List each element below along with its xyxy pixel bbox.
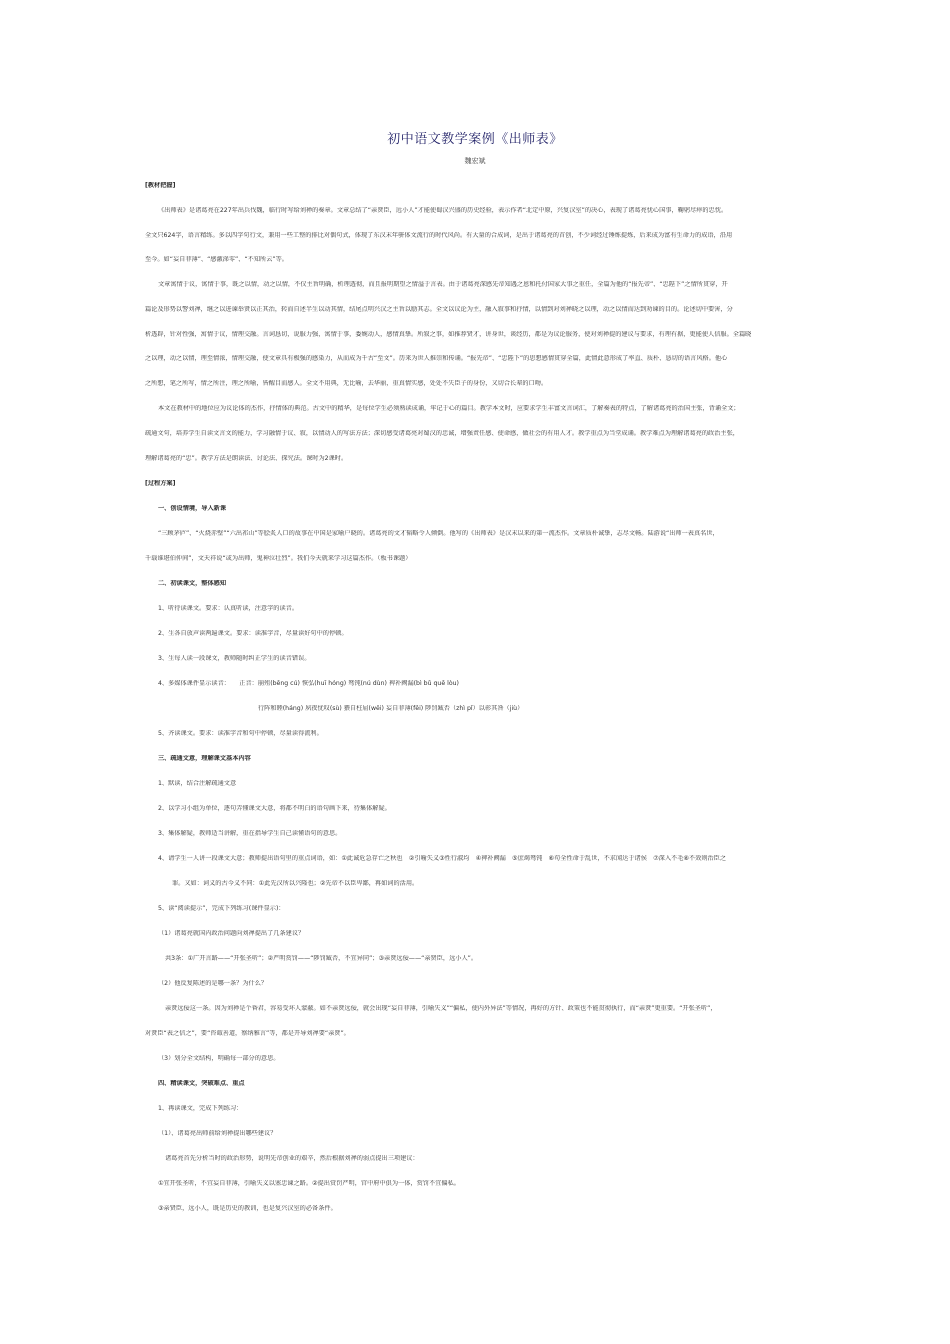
paragraph-line: 《出师表》是诸葛亮在227年出兵伐魏，临行时写给刘禅的奏章。文章总结了“亲贤臣，远小人”才能使蜀汉兴盛的历史经验，表示作者“北定中原，兴复汉室”的决心，表现了诸葛亮忧心国事，鞠躬尽瘁的忠忱。 <box>158 207 728 214</box>
list-item: 行阵和睦(háng) 夙夜忧叹(sù) 猥自枉屈(wěi) 妄自菲薄(fěi) 陟罚臧否（zhì pǐ）以彰其咎（jiù） <box>258 705 524 712</box>
question-line: （3）划分全文结构，明确每一部分的意思。 <box>158 1055 280 1062</box>
step-heading: 四、精读课文，突破难点、重点 <box>158 1080 245 1087</box>
author-name: 魏宏斌 <box>464 157 486 165</box>
answer-line: 共3条：①广开言路——“开张圣听”；②严明赏罚——“陟罚臧否，不宜异同”；③亲贤远佞——“亲贤臣，远小人”。 <box>165 955 478 962</box>
step-heading: 一、创设情境，导入新课 <box>158 505 227 512</box>
list-item: 2、生各自放声读两遍课文。要求：读准字音，尽量读好句中的停顿。 <box>158 630 348 637</box>
paragraph-line: 疏通文句，培养学生自读文言文的能力，学习融情于议、叙，以情动人的写法方法；深切感受诸葛亮对蜀汉的忠诚，增强责任感、使命感，做社会的有用人才。教学重点为当堂成诵。教学难点为理解诸葛亮的政治主张， <box>145 430 739 437</box>
list-item: 5、读“阅读提示”，完成下列练习(课件显示)： <box>158 905 285 912</box>
step-heading: 三、疏通文意，理解课文基本内容 <box>158 755 251 762</box>
paragraph-line: 之所想，笔之所写，情之所注，理之所喻，皆醒目而感人。全文不用典，无比喻，去华丽，重真情实感，处处不失臣子的身份，又切合长辈的口吻。 <box>145 380 548 387</box>
list-item: 2、以学习小组为单位，逐句弄懂课文大意，将都不明白的语句画下来，待集体解疑。 <box>158 805 391 812</box>
step-heading: 二、初读课文，整体感知 <box>158 580 227 587</box>
question-line: （1）诸葛亮就国内政治问题向刘禅提出了几条建议？ <box>158 930 305 937</box>
list-item: 3、生每人读一段课文，教师随时纠正学生的读音错误。 <box>158 655 311 662</box>
paragraph-line: 至今。如“妄自菲薄”、“感激涕零”、“不知所云”等。 <box>145 256 288 263</box>
answer-line: 诸葛亮首先分析当时的政治形势，说明先帝创业的艰辛，然后根据刘禅的弱点提出三项建议： <box>165 1155 419 1162</box>
list-item: 3、集体解疑，教师适当讲解，重在指导学生自己读懂语句的意思。 <box>158 830 342 837</box>
paragraph-line: 篇论及形势以警刘禅，继之以进谏举贤以正其治，转而自述半生以动其情，结尾点明兴汉之主旨以励其志。全文以议论为主，融入叙事和抒情，以情到对刘禅晓之以理，动之以情而达到劝谏的目的。论述切中要害，分 <box>145 306 733 313</box>
answer-line: ①宜开张圣听，不宜妄自菲薄，引喻失义以塞忠谏之路。②提出赏罚严明，宫中府中俱为一体，赏罚不宜偏私。 <box>158 1180 460 1187</box>
answer-line: 亲贤远佞这一条。因为刘禅是个昏君，容易受坏人蒙蔽。如不亲贤远佞，就会出现“妄自菲薄，引喻失义”“偏私，使内外异法”等情况，再好的方针、政策也不能贯彻执行，而“亲贤”更重要。“开张圣听”， <box>165 1005 717 1012</box>
list-item: 5、齐读课文。要求：读准字音和句中停顿，尽量读得流利。 <box>158 730 323 737</box>
paragraph-line: 文章寓情于议，寓情于事，既之以情，动之以情，不仅主旨明确，析理透彻，而且报明期望之情溢于言表。由于诸葛亮深感先帝知遇之恩和托付国家大事之重任，全篇为他的“报先帝”、“忠陛下”之情所贯穿，开 <box>158 281 728 288</box>
paragraph-line: “三顾茅庐”、“火烧赤壁”“六出祁山”等脍炙人口的故事在中国是家喻户晓的。诸葛亮的文才韬略令人倾倒。他写的《出师表》是汉末以来的第一流杰作。文章质朴诚挚，志尽文畅。陆游说“出师一表真名世， <box>158 530 719 537</box>
list-item: 1、默读，结合注解疏通文意 <box>158 780 237 787</box>
question-line: （2）他反复陈述的是哪一条？为什么？ <box>158 980 268 987</box>
paragraph-line: 本文在教材中的地位应为议论体的杰作，抒情体的典范。古文中的精华，是每位学生必须熟读成诵，牢记于心的篇目。教学本文时，应要求学生丰富文言词汇，了解奏表的特点，了解诸葛亮的治国主张，背诵全文； <box>158 405 740 412</box>
section-heading: [过程方案] <box>145 480 176 487</box>
paragraph-line: 之以理，动之以情，理至情浓，情理交融，使文章具有极强的感染力，从而成为千古“至文”。历来为世人推崇和传诵。“报先帝”、“忠陛下”的思想感情贯穿全篇，此情此意形成了率直、质朴、恳切的语言风格。他心 <box>145 355 728 362</box>
question-line: （1）、诸葛亮出师前给刘禅提出哪些建议？ <box>158 1130 277 1137</box>
list-item: 1、听待读课文。要求：认真听读，注意字的读音。 <box>158 605 299 612</box>
document-title: 初中语文教学案例《出师表》 <box>387 132 563 147</box>
list-item: 4、多媒体课件显示读音： 正音：崩殂(bēng cú) 恢弘(huī hóng) 驽钝(nú dùn) 裨补阙漏(bì bǔ quē lòu) <box>158 680 459 687</box>
answer-line: 对贤臣“表之信之”，要“咨诹善道，察纳雅言”等，都是开导刘禅要“亲贤”。 <box>145 1030 350 1037</box>
paragraph-line: 析透辟，针对性强，寓情于议，情理交融。言词恳切，说服力强，寓情于事，委婉动人，感情真挚。所叙之事，如推荐贤才，讲身世，谈经历，都是为议论服务，使对刘禅提的建议与要求，有理有据，更能使人信服。全篇晓 <box>145 331 752 338</box>
list-item: 1、再读课文，完成下列练习： <box>158 1105 243 1112</box>
section-heading: [教材把握] <box>145 182 176 189</box>
paragraph-line: 千载谁堪伯仲间”，文天祥说“或为出师，鬼神泣壮烈”。我们今天就来学习这篇杰作。（板书课题） <box>145 555 412 562</box>
paragraph-line: 理解诸葛亮的“忠”。教学方法是朗读法、讨论法、探究法。课时为2课时。 <box>145 455 348 462</box>
list-item: 4、请学生一人讲一段课文大意；教师提出语句里的重点词语，如：①此诚危急存亡之秋也 ②引喻失义③性行淑均 ④裨补阙漏 ⑤庶竭驽钝 ⑥苟全性命于乱世，不求闻达于诸侯 ⑦深入不毛⑧不效则治臣之 <box>158 855 727 862</box>
answer-line: ③亲贤臣，远小人，既是历史的教训，也是复兴汉室的必备条件。 <box>158 1205 337 1212</box>
paragraph-line: 全文只624字，语言精练。多以四字句行文，兼用一些工整的排比对偶句式，体现了东汉末年骈体文流行的时代风尚。有大量的合成词，是出于诸葛亮的首创，不少词经过锤炼提炼，后来成为富有生命力的成语，沿用 <box>145 232 733 239</box>
list-item: 罪。又如：词义的古今义不同：①此先汉所以兴隆也；②先帝不以臣卑鄙，再如词的活用。 <box>172 880 419 887</box>
